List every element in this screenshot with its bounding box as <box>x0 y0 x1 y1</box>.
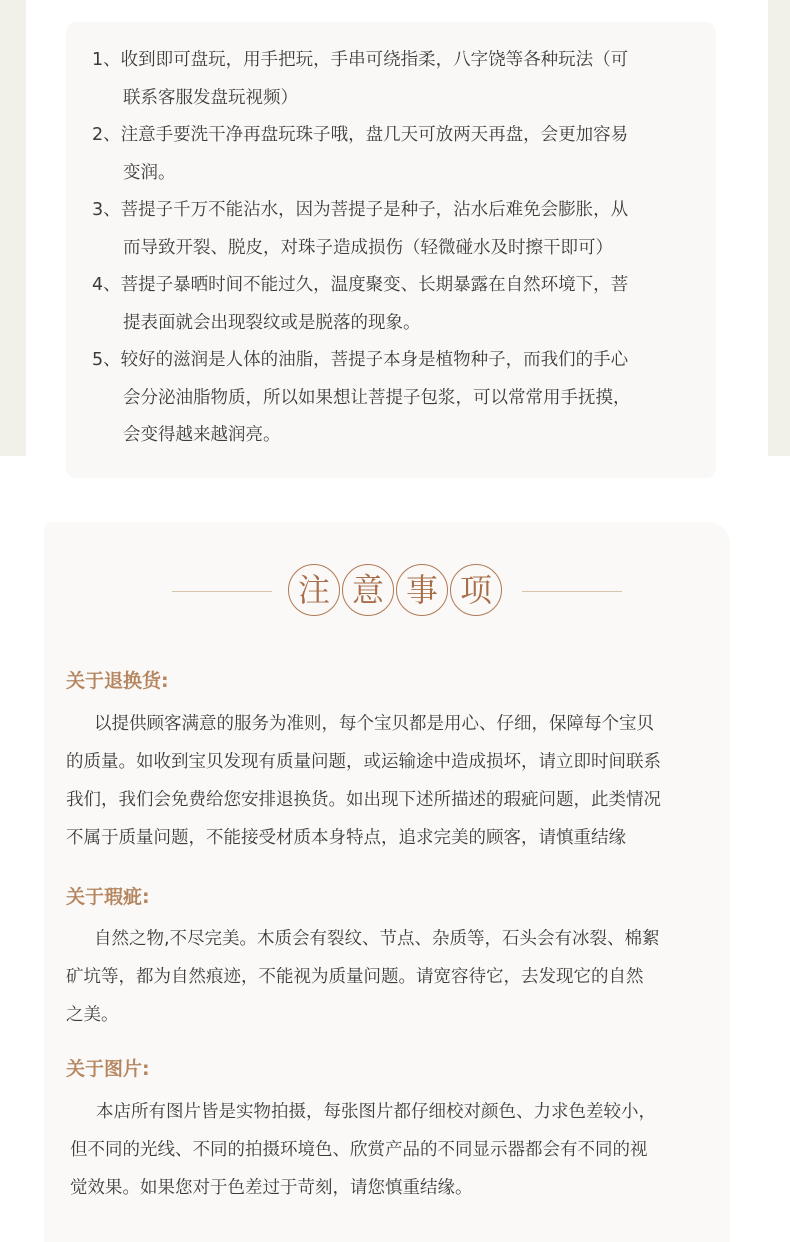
care-tip-line: 4、菩提子暴晒时间不能过久，温度聚变、长期暴露在自然环境下，菩 <box>92 275 629 295</box>
title-seal-char: 注 <box>288 564 340 616</box>
right-side-strip <box>768 0 790 456</box>
section-heading-returns: 关于退换货: <box>66 670 169 692</box>
care-tip-line: 而导致开裂、脱皮，对珠子造成损伤（轻微碰水及时擦干即可） <box>123 237 613 258</box>
care-tip-line: 2、注意手要洗干净再盘玩珠子哦，盘几天可放两天再盘，会更加容易 <box>92 125 629 145</box>
care-tip-line: 1、收到即可盘玩，用手把玩，手串可绕指柔，八字饶等各种玩法（可 <box>92 50 629 70</box>
paragraph-line: 的质量。如收到宝贝发现有质量问题，或运输途中造成损坏，请立即时间联系 <box>66 752 661 772</box>
care-tip-line: 5、较好的滋润是人体的油脂，菩提子本身是植物种子，而我们的手心 <box>92 350 629 370</box>
section-heading-flaws: 关于瑕疵: <box>66 886 150 908</box>
paragraph-line: 觉效果。如果您对于色差过于苛刻，请您慎重结缘。 <box>70 1178 473 1198</box>
paragraph-line: 以提供顾客满意的服务为准则，每个宝贝都是用心、仔细，保障每个宝贝 <box>94 714 654 734</box>
care-tip-3 <box>92 192 692 267</box>
section-heading-photos: 关于图片: <box>66 1058 150 1080</box>
care-tip-line: 会分泌油脂物质，所以如果想让菩提子包浆，可以常常用手抚摸， <box>123 387 631 408</box>
title-divider-left <box>172 591 272 592</box>
title-seal-char: 意 <box>342 564 394 616</box>
title-seal-char: 事 <box>396 564 448 616</box>
notice-title <box>44 564 730 620</box>
care-tip-line: 会变得越来越润亮。 <box>123 425 281 445</box>
care-tip-2 <box>92 117 692 192</box>
paragraph-line: 本店所有图片皆是实物拍摄，每张图片都仔细校对颜色、力求色差较小， <box>96 1102 656 1122</box>
care-tip-4 <box>92 267 692 342</box>
left-side-strip <box>0 0 26 456</box>
care-tip-line: 变润。 <box>123 162 176 183</box>
paragraph-line: 矿坑等，都为自然痕迹，不能视为质量问题。请宽容待它，去发现它的自然 <box>66 967 644 987</box>
care-tip-5 <box>92 342 692 455</box>
paragraph-line: 之美。 <box>66 1005 119 1025</box>
care-tip-1 <box>92 42 692 117</box>
care-tip-line: 提表面就会出现裂纹或是脱落的现象。 <box>123 312 421 333</box>
care-tip-line: 3、菩提子千万不能沾水，因为菩提子是种子，沾水后难免会膨胀，从 <box>92 200 629 220</box>
paragraph-line: 我们，我们会免费给您安排退换货。如出现下述所描述的瑕疵问题，此类情况 <box>66 790 661 810</box>
title-divider-right <box>522 591 622 592</box>
paragraph-line: 自然之物,不尽完美。木质会有裂纹、节点、杂质等，石头会有冰裂、棉絮 <box>94 929 660 949</box>
care-tips-card <box>66 22 716 478</box>
care-tip-line: 联系客服发盘玩视频） <box>123 87 298 108</box>
title-seal-char: 项 <box>450 564 502 616</box>
paragraph-line: 不属于质量问题，不能接受材质本身特点，追求完美的顾客，请慎重结缘 <box>66 828 626 848</box>
paragraph-line: 但不同的光线、不同的拍摄环境色、欣赏产品的不同显示器都会有不同的视 <box>70 1140 648 1160</box>
